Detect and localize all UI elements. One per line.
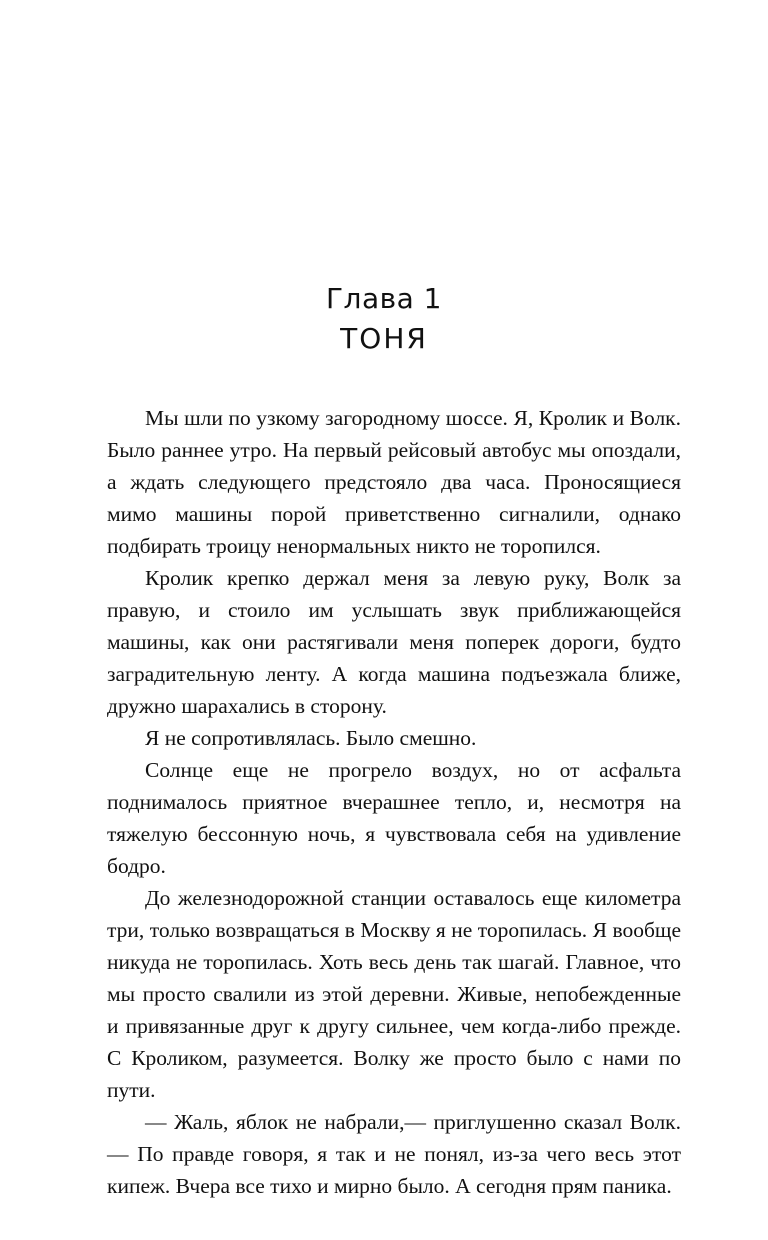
paragraph: Кролик крепко держал меня за левую руку, Волк за правую, и стоило им услышать звук приближающейся машины, как они растягивали меня поперек дороги, будто заградительную ленту. А когда машина подъезжала ближе, дружно шарахались в сторону. — [107, 566, 681, 718]
paragraph: Мы шли по узкому загородному шоссе. Я, Кролик и Волк. Было раннее утро. На первый рейсовый автобус мы опоздали, а ждать следующего предстояло два часа. Проносящиеся мимо машины порой приветственно сигналили, однако подбирать троицу ненормальных никто не торопился. — [107, 406, 681, 558]
chapter-number: Глава 1 — [325, 282, 442, 315]
paragraph: Солнце еще не прогрело воздух, но от асфальта поднималось приятное вчерашнее тепло, и, несмотря на тяжелую бессонную ночь, я чувствовала себя на удивление бодро. — [107, 758, 681, 878]
paragraph: До железнодорожной станции оставалось еще километра три, только возвращаться в Москву я не торопилась. Я вообще никуда не торопилась. Хоть весь день так шагай. Главное, что мы просто свалили из этой деревни. Живые, непобежденные и привязанные друг к другу сильнее, чем когда-либо прежде. С Кроликом, разумеется. Волку же просто было с нами по пути. — [107, 886, 681, 1102]
chapter-body — [107, 402, 681, 1202]
paragraph: — Жаль, яблок не набрали,— приглушенно сказал Волк.— По правде говоря, я так и не понял, из-за чего весь этот кипеж. Вчера все тихо и мирно было. А сегодня прям паника. — [107, 1110, 681, 1198]
chapter-title: ТОНЯ — [340, 322, 428, 355]
paragraph: Я не сопротивлялась. Было смешно. — [145, 726, 477, 750]
